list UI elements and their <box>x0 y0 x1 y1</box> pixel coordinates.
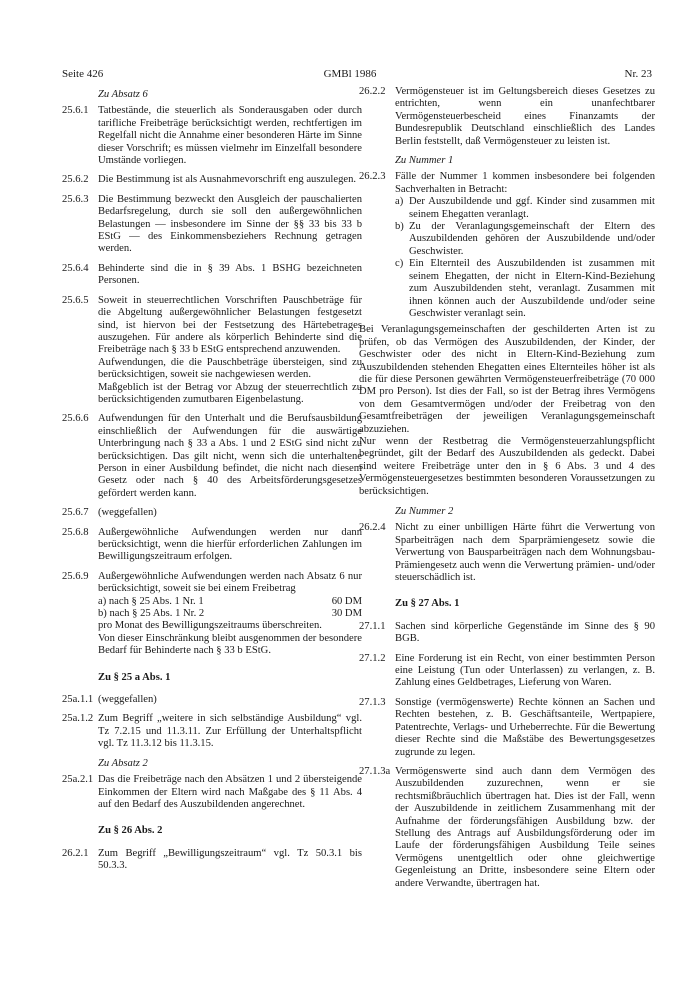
allowance-row <box>98 608 362 620</box>
right-column <box>359 86 655 897</box>
list-text: Zu der Veranlagungsgemeinschaft der Eltern des Auszubildenden gehören der Auszubildende und/oder Geschwister. <box>409 221 655 257</box>
paragraph-entry <box>62 174 362 186</box>
paragraph-text: Nur wenn der Restbetrag die Vermögensteuerzahlungspflicht begründet, gilt der Bedarf des Auszubildenden als gedeckt. Dabei sind weitere Freibeträge unter den in § 6 Abs. 3 und 4 des Vermögensteuergesetzes bestimmten besonderen Voraussetzungen zu berücksichtigen. <box>359 435 655 497</box>
paragraph-text: Sonstige (vermögenswerte) Rechte können an Sachen und Rechten bestehen, z. B. Geschäftsanteile, Wertpapiere, Patentrechte, Verlags- und Urheberrechte. Für die Bewertung dieser Rechte sind die Maßstäbe des Bewertungsgesetzes zugrunde zu legen. <box>395 696 655 758</box>
paragraph-number: 25.6.8 <box>62 526 89 538</box>
paragraph-entry <box>62 295 362 407</box>
paragraph-entry <box>62 571 362 658</box>
paragraph-text: Behinderte sind die in § 39 Abs. 1 BSHG bezeichneten Personen. <box>98 262 362 287</box>
list-marker: b) <box>395 221 404 233</box>
paragraph-text: Soweit in steuerrechtlichen Vorschriften Pauschbeträge für die Abgeltung außergewöhnlicher Belastungen festgesetzt sind, ist hiervon bei der Festsetzung des Härtebetrages auszugehen. Für andere als körperlich Behinderte sind die Freibeträge nach § 33 b EStG entsprechend anzuwenden. <box>98 294 362 356</box>
paragraph-text: Vermögensteuer ist im Geltungsbereich dieses Gesetzes zu entrichten, wenn ein unanfechtbarer Vermögensteuerbescheid eines Finanzamts der Bundesrepublik Deutschland einschließlich des Landes Berlin feststellt, daß Vermögensteuer zu leisten ist. <box>395 86 655 147</box>
publication-title: GMBl 1986 <box>323 68 377 80</box>
paragraph-text: Von dieser Einschränkung bleibt ausgenommen der besondere Bedarf für Behinderte nach § 33 b EStG. <box>98 632 362 657</box>
paragraph-entry <box>359 86 655 148</box>
paragraph-text: Zum Begriff „Bewilligungszeitraum“ vgl. Tz 50.3.1 bis 50.3.3. <box>98 847 362 872</box>
paragraph-entry <box>359 697 655 759</box>
paragraph-text: Tatbestände, die steuerlich als Sonderausgaben oder durch tarifliche Freibeträge berücksichtigt werden, rechtfertigen im Regelfall nicht die Annahme einer besonderen Härte im Sinne dieser Vorschrift; es müssen vielmehr im Einzelfall besondere Umstände vorliegen. <box>98 105 362 167</box>
paragraph-entry <box>359 653 655 690</box>
paragraph-text: Eine Forderung ist ein Recht, von einer bestimmten Person eine Leistung (Tun oder Unterlassen) zu verlangen, z. B. Zahlung eines Geldbetrages, Lieferung von Waren. <box>395 652 655 689</box>
paragraph-text: Nicht zu einer unbilligen Härte führt die Verwertung von Sparbeiträgen nach dem Sparprämiengesetz sowie die Verwertung von Bausparbeiträgen nach dem Wohnungsbau-Prämiengesetz auch wenn die Verwertung prämien- und/oder steuerschädlich ist. <box>395 522 655 584</box>
paragraph-text: pro Monat des Bewilligungszeitraums überschreiten. <box>98 620 322 632</box>
paragraph-number: 25.6.2 <box>62 174 89 186</box>
paragraph-text: (weggefallen) <box>98 694 157 706</box>
paragraph-entry <box>62 694 362 706</box>
section-heading: Zu § 26 Abs. 2 <box>98 825 163 837</box>
paragraph-text: Die Bestimmung bezweckt den Ausgleich der pauschalierten Bedarfsregelung, durch sie soll den außergewöhnlichen Belastungen — insbesondere im Sinne der §§ 33 bis 33 b EStG — des Einkommensbeziehers Rechnung getragen werden. <box>98 193 362 255</box>
paragraph-text: (weggefallen) <box>98 507 157 519</box>
allowance-value: 60 DM <box>331 595 362 607</box>
paragraph-number: 26.2.2 <box>359 86 386 97</box>
paragraph-text: Außergewöhnliche Aufwendungen werden nach Absatz 6 nur berücksichtigt, soweit sie bei einem Freibetrag <box>98 570 362 595</box>
section-heading: Zu Absatz 2 <box>98 757 148 769</box>
list-text: Der Auszubildende und ggf. Kinder sind zusammen mit seinem Ehegatten veranlagt. <box>409 196 655 220</box>
paragraph-entry <box>62 527 362 564</box>
paragraph-number: 25.6.5 <box>62 294 89 306</box>
paragraph-entry <box>62 774 362 811</box>
paragraph-number: 27.1.1 <box>359 620 386 632</box>
allowance-row <box>98 596 362 608</box>
paragraph-entry <box>62 848 362 873</box>
paragraph-text: Fälle der Nummer 1 kommen insbesondere bei folgenden Sachverhalten in Betracht: <box>395 171 655 195</box>
paragraph-number: 26.2.1 <box>62 847 89 859</box>
paragraph-text: Sachen sind körperliche Gegenstände im Sinne des § 90 BGB. <box>395 620 655 645</box>
list-marker: c) <box>395 258 404 270</box>
paragraph-text: Außergewöhnliche Aufwendungen werden nur dann berücksichtigt, wenn die hierfür erforderlichen Zahlungen im Bewilligungszeitraum erfolgen. <box>98 526 362 563</box>
paragraph-number: 25a.1.1 <box>62 694 94 706</box>
paragraph-text: Die Bestimmung ist als Ausnahmevorschrift eng auszulegen. <box>98 174 357 186</box>
section-heading: Zu § 25 a Abs. 1 <box>98 671 171 683</box>
paragraph-number: 27.1.3 <box>359 696 386 708</box>
paragraph-text: Bei Veranlagungsgemeinschaften der geschilderten Arten ist zu prüfen, ob das Vermögen des Auszubildenden, der Kinder, der Geschwister oder des nicht in Eltern-Kind-Beziehung zum Auszubildenden stehenden Ehegatten eines Elternteiles höher ist als die für diese Personen gewährten Vermögensteuerfreibeträge (70 000 DM pro Person). Ist dies der Fall, so ist der Betrag ihres Vermögens von dem Gesamtvermögen und/oder der Freibetrag von den Gesamtfreibeträgen der jeweiligen Veranlagungsgemeinschaft abzuziehen. <box>359 324 655 435</box>
paragraph-number: 25a.1.2 <box>62 713 94 725</box>
list-marker: a) <box>395 196 404 208</box>
list-item <box>395 196 655 221</box>
paragraph-number: 26.2.4 <box>359 522 386 534</box>
paragraph-entry <box>359 171 655 320</box>
paragraph-text: Das die Freibeträge nach den Absätzen 1 und 2 übersteigende Einkommen der Eltern wird nach Maßgabe des § 11 Abs. 4 auf den Bedarf des Auszubildenden angerechnet. <box>98 774 362 810</box>
list-item <box>395 221 655 258</box>
paragraph-number: 27.1.2 <box>359 652 386 664</box>
paragraph-number: 25.6.9 <box>62 570 89 582</box>
paragraph-number: 25a.2.1 <box>62 774 94 786</box>
paragraph-entry <box>62 713 362 750</box>
section-heading: Zu § 27 Abs. 1 <box>395 598 460 610</box>
paragraph-text: Vermögenswerte sind auch dann dem Vermögen des Auszubildenden zuzurechnen, wenn er sie rechtsmißbräuchlich übertragen hat. Dies ist der Fall, wenn der Auszubildende in zeitlichem Zusammenhang mit der Aufnahme der förderungsfähigen Ausbildung bzw. der Stellung des Antrags auf Ausbildungsförderung oder im Laufe der förderungsfähigen Ausbildung Teile seines Vermögens unentgeltlich oder ohne gleichwertige Gegenleistung an Dritte, insbesondere seine Eltern oder andere Verwandte, übertragen hat. <box>395 765 655 889</box>
page-number: Seite 426 <box>62 68 104 80</box>
paragraph-number: 25.6.4 <box>62 262 89 274</box>
paragraph-number: 25.6.3 <box>62 193 89 205</box>
paragraph-number: 25.6.6 <box>62 413 89 425</box>
paragraph-number: 27.1.3a <box>359 765 391 777</box>
left-column <box>62 86 362 880</box>
allowance-label: a) nach § 25 Abs. 1 Nr. 1 <box>98 595 204 607</box>
paragraph-number: 25.6.7 <box>62 507 89 519</box>
allowance-label: b) nach § 25 Abs. 1 Nr. 2 <box>98 608 205 620</box>
section-heading: Zu Absatz 6 <box>98 89 148 100</box>
paragraph-text: Maßgeblich ist der Betrag vor Abzug der steuerrechtlich zu berücksichtigenden zumutbaren Eigenbelastung. <box>98 381 362 405</box>
paragraph-entry <box>62 194 362 256</box>
paragraph-number: 25.6.1 <box>62 105 89 117</box>
paragraph-entry <box>62 507 362 519</box>
issue-number: Nr. 23 <box>624 68 652 80</box>
allowance-value: 30 DM <box>331 608 362 620</box>
list-text: Ein Elternteil des Auszubildenden ist zusammen mit seinem Ehegatten, der nicht in Eltern-Kind-Beziehung zum Auszubildenden steht, veranlagt. Zusammen mit ihnen können auch der Auszubildende und/oder seine Geschwister veranlagt sein. <box>409 258 655 319</box>
paragraph-entry <box>62 263 362 288</box>
paragraph-entry <box>359 522 655 584</box>
paragraph-number: 26.2.3 <box>359 171 386 183</box>
section-heading: Zu Nummer 1 <box>395 155 454 167</box>
list-item <box>395 258 655 320</box>
paragraph-text: Aufwendungen für den Unterhalt und die Berufsausbildung einschließlich der Aufwendungen für die auswärtige Unterbringung nach § 33 a Abs. 1 und 2 EStG sind nicht zu berücksichtigen. Das gilt nicht, wenn sich die unterhaltene Person in einer Ausbildung befindet, die nicht nach diesem Gesetz oder nach § 40 des Arbeitsförderungsgesetzes gefördert werden kann. <box>98 413 362 499</box>
paragraph-entry <box>359 766 655 890</box>
paragraph-text: Zum Begriff „weitere in sich selbständige Ausbildung“ vgl. Tz 7.2.15 und 11.3.11. Zur Erfüllung der Unterhaltspflicht vgl. Tz 11.3.12 bis 11.3.15. <box>98 713 362 750</box>
section-heading: Zu Nummer 2 <box>395 506 454 517</box>
paragraph-entry <box>62 413 362 500</box>
paragraph-entry <box>359 621 655 646</box>
paragraph-entry <box>62 105 362 167</box>
paragraph-text: Aufwendungen, die die Pauschbeträge übersteigen, sind zu berücksichtigen, soweit sie nachgewiesen werden. <box>98 356 362 381</box>
